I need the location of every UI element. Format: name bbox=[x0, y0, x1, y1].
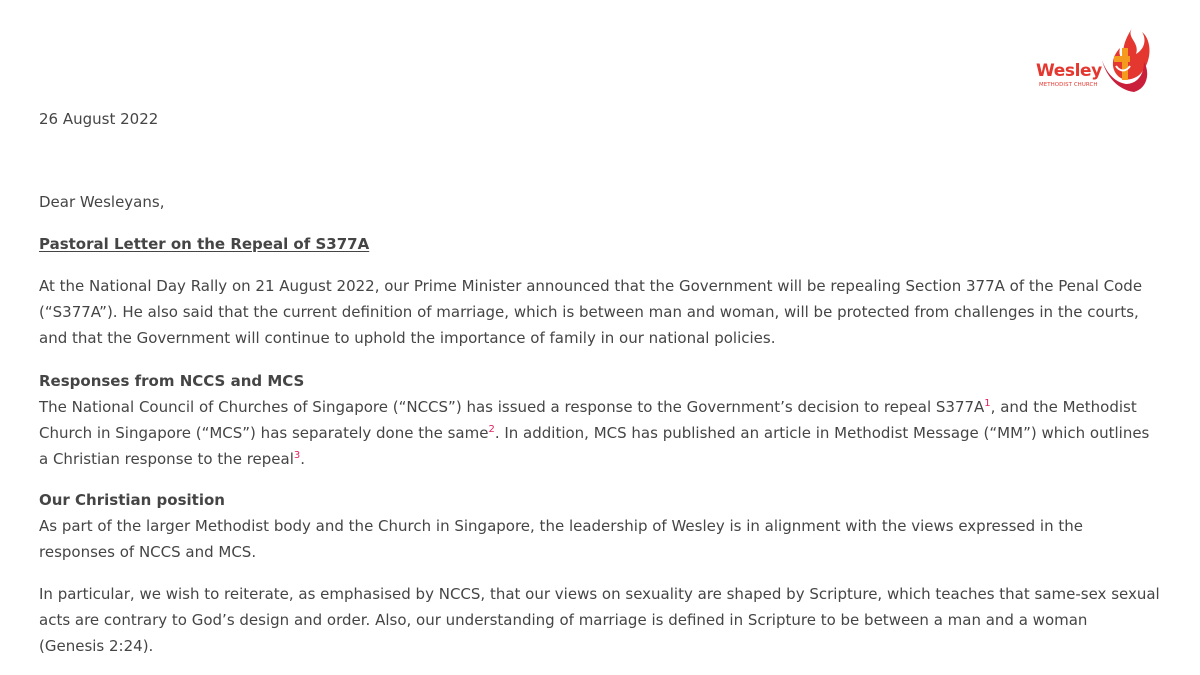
letter-greeting: Dear Wesleyans, bbox=[39, 193, 165, 211]
responses-text: . In addition, MCS has published an article in Methodist Message (“MM”) which outlines bbox=[494, 424, 1150, 442]
intro-paragraph bbox=[39, 273, 1142, 351]
position-line: responses of NCCS and MCS. bbox=[39, 543, 257, 561]
flame-cross-icon bbox=[1096, 26, 1150, 96]
responses-text: Church in Singapore (“MCS”) has separately done the same bbox=[39, 424, 489, 442]
footnote-1-link[interactable]: 1 bbox=[984, 398, 991, 409]
footnote-2-link[interactable]: 2 bbox=[488, 424, 495, 435]
position-heading: Our Christian position bbox=[39, 491, 225, 509]
responses-text: a Christian response to the repeal bbox=[39, 450, 294, 468]
responses-section bbox=[39, 368, 1149, 472]
particular-line: acts are contrary to God’s design and order. Also, our understanding of marriage is defined in Scripture to be between a man and a woman bbox=[39, 611, 1088, 629]
logo-subtitle: METHODIST CHURCH bbox=[1039, 82, 1098, 88]
responses-text: . bbox=[300, 450, 306, 468]
position-line: As part of the larger Methodist body and the Church in Singapore, the leadership of Wesley is in alignment with the views expressed in the bbox=[39, 517, 1083, 535]
responses-line bbox=[39, 446, 1149, 472]
particular-paragraph bbox=[39, 581, 1160, 659]
letter-subject: Pastoral Letter on the Repeal of S377A bbox=[39, 235, 370, 253]
particular-line: In particular, we wish to reiterate, as emphasised by NCCS, that our views on sexuality are shaped by Scripture, which teaches that same-sex sexual bbox=[39, 585, 1160, 603]
wesley-logo bbox=[1034, 26, 1150, 96]
responses-line bbox=[39, 394, 1149, 420]
footnote-3-link[interactable]: 3 bbox=[293, 450, 301, 461]
intro-line: and that the Government will continue to uphold the importance of family in our national policies. bbox=[39, 329, 776, 347]
letter-date: 26 August 2022 bbox=[39, 110, 159, 128]
intro-line: (“S377A”). He also said that the current definition of marriage, which is between man and woman, will be protected from challenges in the courts, bbox=[39, 303, 1139, 321]
position-section bbox=[39, 487, 1083, 565]
responses-heading: Responses from NCCS and MCS bbox=[39, 372, 305, 390]
responses-text: The National Council of Churches of Singapore (“NCCS”) has issued a response to the Government’s decision to repeal S377A bbox=[39, 398, 985, 416]
intro-line: At the National Day Rally on 21 August 2022, our Prime Minister announced that the Government will be repealing Section 377A of the Penal Code bbox=[39, 277, 1143, 295]
responses-line bbox=[39, 420, 1149, 446]
logo-wordmark: Wesley bbox=[1036, 61, 1102, 81]
responses-text: , and the Methodist bbox=[990, 398, 1137, 416]
particular-line: (Genesis 2:24). bbox=[39, 637, 154, 655]
